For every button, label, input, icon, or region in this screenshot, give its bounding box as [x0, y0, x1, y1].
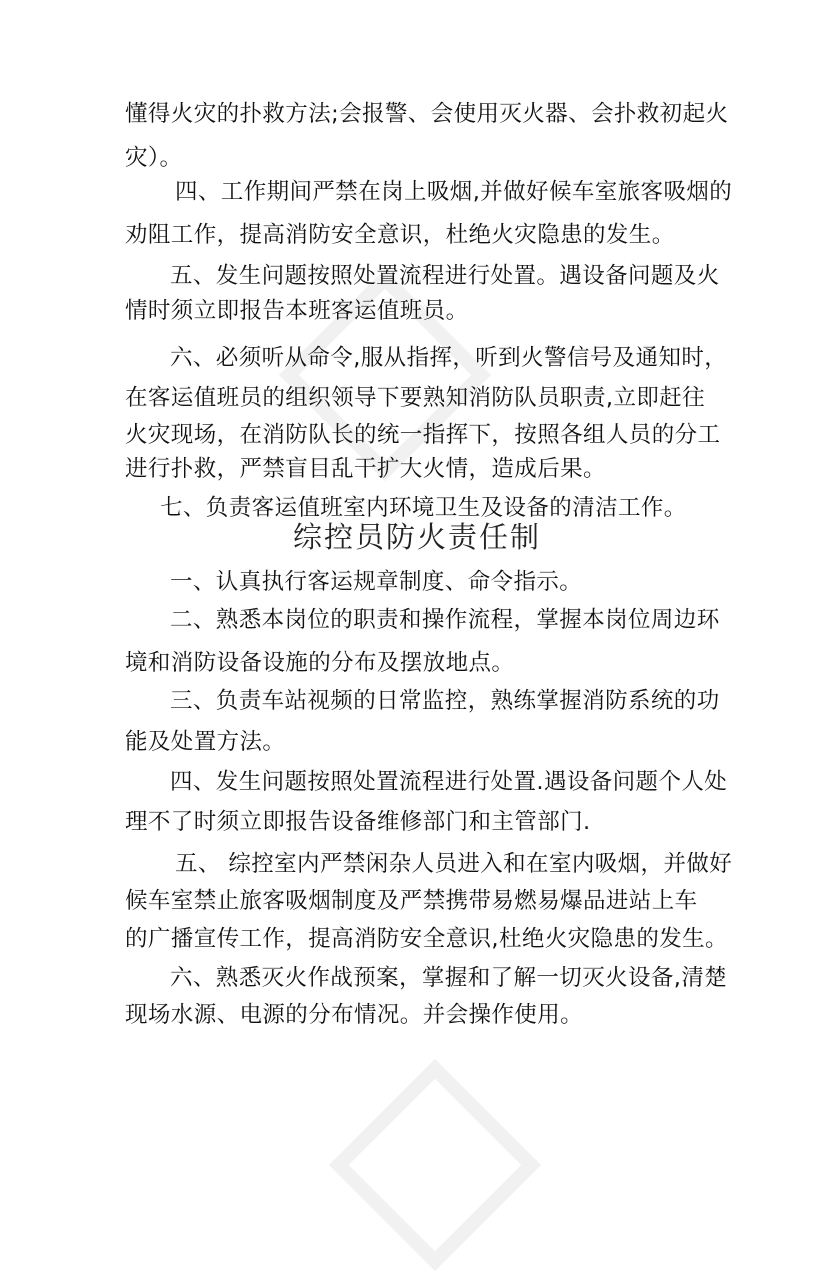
paragraph-line: 现场水源、电源的分布情况。并会操作使用。 — [125, 1002, 584, 1028]
section-title: 综控员防火责任制 — [293, 520, 542, 554]
paragraph-line: 五、发生问题按照处置流程进行处置。遇设备问题及火 — [170, 263, 720, 289]
paragraph-line: 火灾现场，在消防队长的统一指挥下，按照各组人员的分工 — [125, 422, 721, 448]
paragraph-line: 六、必须听从命令,服从指挥，听到火警信号及通知时， — [170, 345, 728, 371]
paragraph-line: 劝阻工作，提高消防安全意识，杜绝火灾隐患的发生。 — [125, 222, 675, 248]
paragraph-line: 二、熟悉本岗位的职责和操作流程，掌握本岗位周边环 — [170, 607, 720, 633]
paragraph-line: 四、发生问题按照处置流程进行处置.遇设备问题个人处 — [170, 769, 728, 795]
paragraph-line: 三、负责车站视频的日常监控，熟练掌握消防系统的功 — [170, 688, 720, 714]
paragraph-line: 境和消防设备设施的分布及摆放地点。 — [125, 650, 515, 676]
paragraph-line: 懂得火灾的扑救方法;会报警、会使用灭火器、会扑救初起火 — [125, 101, 729, 127]
paragraph-line: 情时须立即报告本班客运值班员。 — [125, 298, 469, 324]
paragraph-line: 四、工作期间严禁在岗上吸烟,并做好候车室旅客吸烟的 — [175, 179, 733, 205]
paragraph-line: 六、熟悉灭火作战预案，掌握和了解一切灭火设备,清楚 — [170, 965, 728, 991]
paragraph-line: 七、负责客运值班室内环境卫生及设备的清洁工作。 — [160, 495, 687, 521]
paragraph-line: 能及处置方法。 — [125, 729, 286, 755]
paragraph-line: 进行扑救，严禁盲目乱干扩大火情，造成后果。 — [125, 456, 606, 482]
paragraph-line: 五、 综控室内严禁闲杂人员进入和在室内吸烟，并做好 — [175, 851, 733, 877]
paragraph-line: 候车室禁止旅客吸烟制度及严禁携带易燃易爆品进站上车 — [125, 888, 698, 914]
paragraph-line: 理不了时须立即报告设备维修部门和主管部门. — [125, 809, 591, 835]
paragraph-line: 在客运值班员的组织领导下要熟知消防队员职责,立即赶往 — [125, 385, 706, 411]
watermark-diamond-bottom — [329, 1059, 541, 1271]
paragraph-line: 一、认真执行客运规章制度、命令指示。 — [170, 569, 583, 595]
paragraph-line: 的广播宣传工作，提高消防安全意识,杜绝火灾隐患的发生。 — [125, 926, 728, 952]
paragraph-line: 灾）。 — [125, 145, 183, 171]
